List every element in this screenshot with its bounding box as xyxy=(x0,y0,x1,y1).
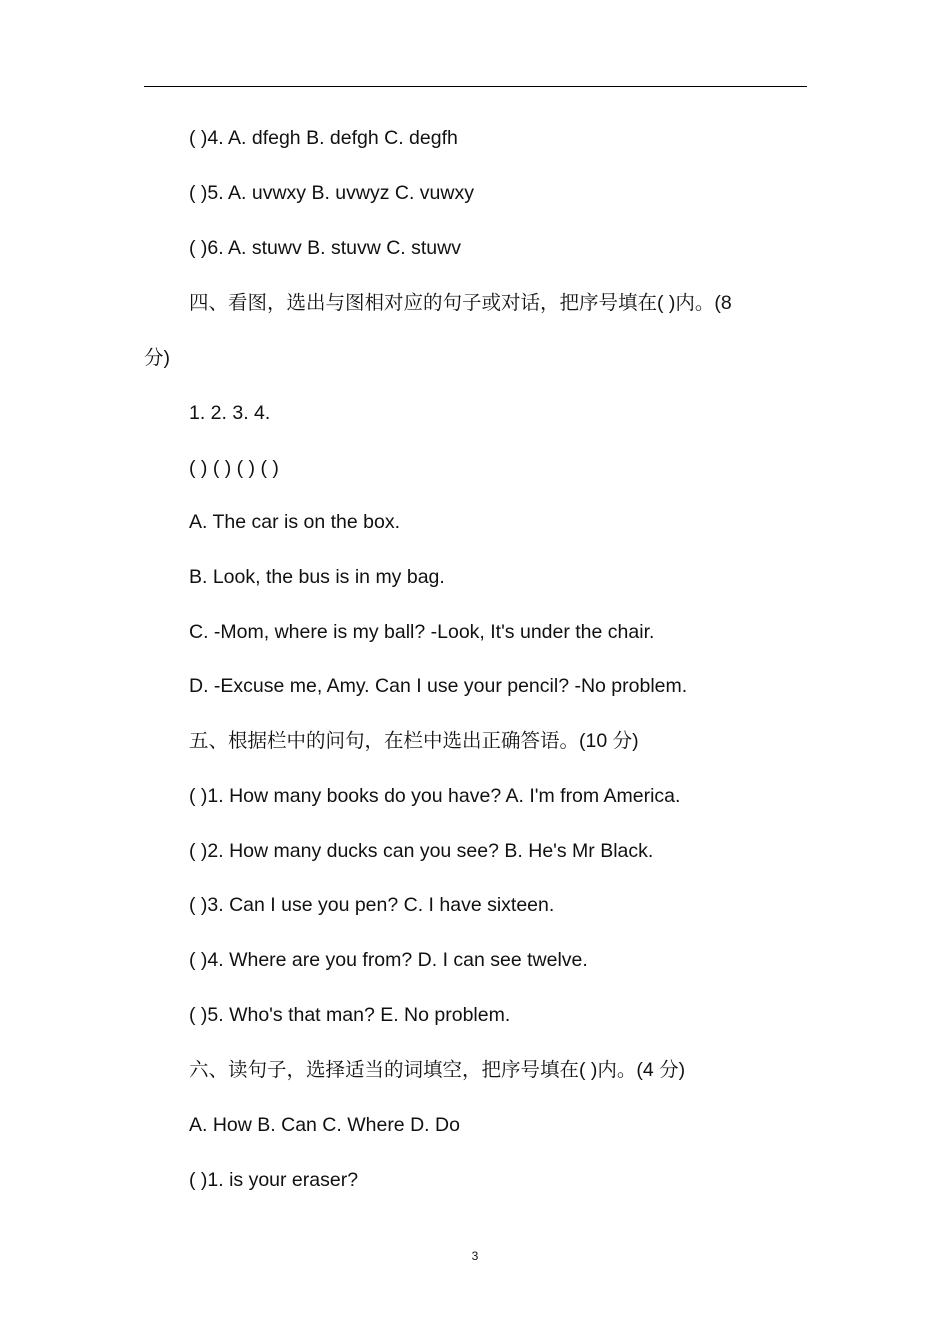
header-rule xyxy=(144,86,807,87)
q5-item-2: ( )2. How many ducks can you see? B. He's Mr Black. xyxy=(189,840,654,862)
section-4-heading-cont: 分) xyxy=(144,347,170,369)
q3-item-4: ( )4. A. dfegh B. defgh C. degfh xyxy=(189,127,458,149)
q5-item-4: ( )4. Where are you from? D. I can see twelve. xyxy=(189,949,588,971)
section-4-heading: 四、看图，选出与图相对应的句子或对话，把序号填在( )内。(8 xyxy=(189,292,732,314)
section-6-heading: 六、读句子，选择适当的词填空，把序号填在( )内。(4 分) xyxy=(189,1059,686,1081)
option-d: D. -Excuse me, Amy. Can I use your pencil? -No problem. xyxy=(189,675,688,697)
q5-item-1: ( )1. How many books do you have? A. I'm from America. xyxy=(189,785,681,807)
q5-item-5: ( )5. Who's that man? E. No problem. xyxy=(189,1004,511,1026)
answer-blanks: ( ) ( ) ( ) ( ) xyxy=(189,457,279,479)
q5-item-3: ( )3. Can I use you pen? C. I have sixteen. xyxy=(189,894,555,916)
page-number: 3 xyxy=(471,1249,479,1263)
option-a: A. The car is on the box. xyxy=(189,511,401,533)
picture-numbers: 1. 2. 3. 4. xyxy=(189,402,271,424)
q6-item-1: ( )1. is your eraser? xyxy=(189,1169,359,1191)
q3-item-6: ( )6. A. stuwv B. stuvw C. stuwv xyxy=(189,237,461,259)
section-5-heading: 五、根据栏中的问句，在栏中选出正确答语。(10 分) xyxy=(189,730,639,752)
word-bank: A. How B. Can C. Where D. Do xyxy=(189,1114,460,1136)
option-c: C. -Mom, where is my ball? -Look, It's under the chair. xyxy=(189,621,655,643)
option-b: B. Look, the bus is in my bag. xyxy=(189,566,445,588)
q3-item-5: ( )5. A. uvwxy B. uvwyz C. vuwxy xyxy=(189,182,474,204)
